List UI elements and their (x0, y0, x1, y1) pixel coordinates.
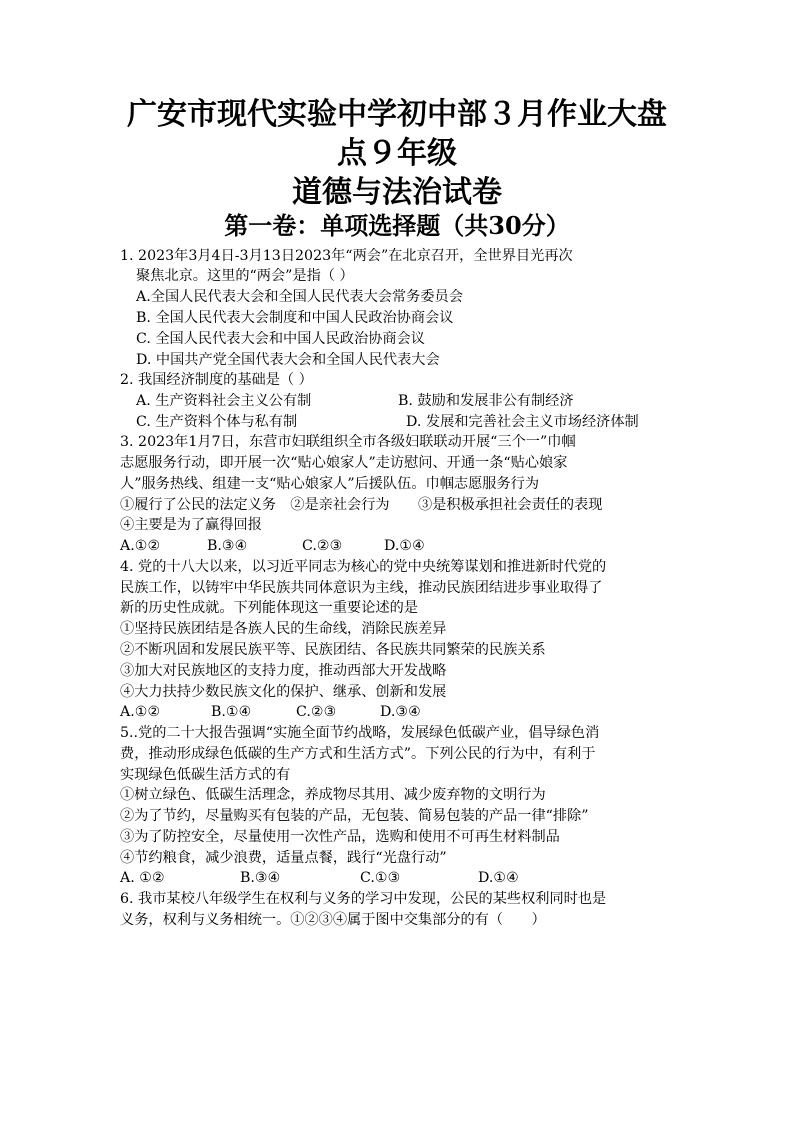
q1-option-b: B. 全国人民代表大会制度和中国人民政治协商会议 (136, 310, 454, 326)
q5-statement-line4: ④节约粮食，减少浪费，适量点餐，践行“光盘行动” (120, 850, 447, 866)
q5-statement-line1: ①树立绿色、低碳生活理念，养成物尽其用、减少废弃物的文明行为 (120, 787, 546, 803)
q3-stem-line2: 志愿服务行动，即开展一次“贴心娘家人”走访慰问、开通一条“贴心娘家 (120, 455, 568, 471)
q3-option-a: A.①② (120, 538, 161, 554)
q3-stem-line1: 3. 2023年1月7日，东营市妇联组织全市各级妇联联动开展“三个一”巾帼 (120, 434, 576, 450)
q4-stem-line3: 新的历史性成就。下列能体现这一重要论述的是 (120, 600, 418, 616)
q4-option-c: C.②③ (296, 704, 337, 720)
q6-stem-line2: 义务，权利与义务相统一。①②③④属于图中交集部分的有（ ） (120, 912, 546, 928)
q5-stem-line3: 实现绿色低碳生活方式的有 (120, 767, 291, 783)
q4-statement-line2: ②不断巩固和发展民族平等、民族团结、各民族共同繁荣的民族关系 (120, 642, 546, 658)
section-title: 第一卷：单项选择题（共30分） (224, 211, 570, 240)
q5-stem-line2: 费，推动形成绿色低碳的生产方式和生活方式”。下列公民的行为中，有利于 (120, 746, 596, 762)
q5-stem-line1: 5..党的二十大报告强调“实施全面节约战略，发展绿色低碳产业，倡导绿色消 (120, 725, 600, 741)
q5-option-a: A. ①② (120, 870, 165, 886)
q4-statement-line1: ①坚持民族团结是各族人民的生命线，消除民族差异 (120, 621, 447, 637)
q5-statement-line3: ③为了防控安全，尽量使用一次性产品，选购和使用不可再生材料制品 (120, 829, 560, 845)
q3-option-c: C.②③ (302, 538, 343, 554)
q3-statement-line1: ①履行了公民的法定义务 ②是亲社会行为 ③是积极承担社会责任的表现 (120, 497, 603, 513)
q2-stem-line1: 2. 我国经济制度的基础是（ ） (120, 372, 313, 388)
exam-title-line1: 广安市现代实验中学初中部３月作业大盘 (127, 97, 667, 132)
q5-option-b: B.③④ (240, 870, 281, 886)
q3-statement-line2: ④主要是为了赢得回报 (120, 517, 262, 533)
q4-option-a: A.①② (120, 704, 161, 720)
q1-option-a: A.全国人民代表大会和全国人民代表大会常务委员会 (136, 289, 463, 305)
q5-option-c: C.①③ (360, 870, 401, 886)
q3-stem-line3: 人”服务热线、组建一支“贴心娘家人”后援队伍。巾帼志愿服务行为 (120, 476, 540, 492)
q2-option-c: C. 生产资料个体与私有制 (136, 414, 298, 430)
exam-title-line3: 道德与法治试卷 (292, 175, 502, 210)
q4-option-d: D.③④ (380, 704, 421, 720)
exam-title-line2: 点９年级 (337, 136, 457, 171)
q6-stem-line1: 6. 我市某校八年级学生在权利与义务的学习中发现，公民的某些权利同时也是 (120, 891, 607, 907)
q1-option-d: D. 中国共产党全国代表大会和全国人民代表大会 (136, 352, 440, 368)
q3-option-d: D.①④ (384, 538, 425, 554)
q5-statement-line2: ②为了节约，尽量购买有包装的产品，无包装、简易包装的产品一律“排除” (120, 808, 589, 824)
q1-option-c: C. 全国人民代表大会和中国人民政治协商会议 (136, 331, 425, 347)
q3-option-b: B.③④ (207, 538, 248, 554)
q4-statement-line3: ③加大对民族地区的支持力度，推动西部大开发战略 (120, 663, 447, 679)
q4-option-b: B.①④ (211, 704, 252, 720)
q1-stem-line2: 聚焦北京。这里的“两会”是指（ ） (136, 268, 354, 284)
q1-stem-line1: 1. 2023年3月4日-3月13日2023年“两会”在北京召开，全世界目光再次 (120, 248, 573, 264)
q2-option-a: A. 生产资料社会主义公有制 (136, 393, 312, 409)
q2-option-d: D. 发展和完善社会主义市场经济体制 (406, 414, 639, 430)
q5-option-d: D.①④ (478, 870, 519, 886)
q4-stem-line1: 4. 党的十八大以来，以习近平同志为核心的党中央统筹谋划和推进新时代党的 (120, 559, 607, 575)
q4-stem-line2: 民族工作，以铸牢中华民族共同体意识为主线，推动民族团结进步事业取得了 (120, 580, 603, 596)
q4-statement-line4: ④大力扶持少数民族文化的保护、继承、创新和发展 (120, 684, 447, 700)
q2-option-b: B. 鼓励和发展非公有制经济 (398, 393, 574, 409)
